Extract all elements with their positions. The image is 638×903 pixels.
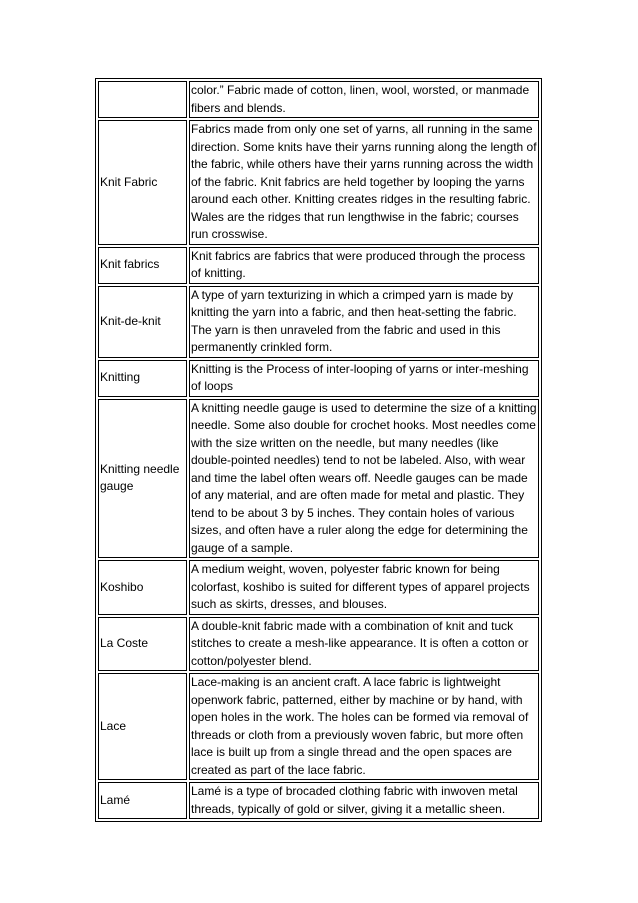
term-cell: La Coste xyxy=(98,617,187,672)
definition-cell: A medium weight, woven, polyester fabric known for being colorfast, koshibo is suited for different types of apparel projects such as skirts, dresses, and blouses. xyxy=(189,560,539,615)
definition-cell: Knit fabrics are fabrics that were produced through the process of knitting. xyxy=(189,247,539,284)
term-cell: Knit-de-knit xyxy=(98,286,187,358)
term-cell: Knit Fabric xyxy=(98,120,187,245)
term-cell xyxy=(98,81,187,118)
glossary-body xyxy=(98,81,539,819)
table-row xyxy=(98,81,539,118)
definition-cell: A double-knit fabric made with a combination of knit and tuck stitches to create a mesh-like appearance. It is often a cotton or cotton/polyester blend. xyxy=(189,617,539,672)
term-cell: Knit fabrics xyxy=(98,247,187,284)
definition-cell: Lace-making is an ancient craft. A lace fabric is lightweight openwork fabric, patterned, either by machine or by hand, with open holes in the work. The holes can be formed via removal of threads or cloth from a previously woven fabric, but more often lace is built up from a single thread and the open spaces are created as part of the lace fabric. xyxy=(189,673,539,780)
definition-cell: color.” Fabric made of cotton, linen, wool, worsted, or manmade fibers and blends. xyxy=(189,81,539,118)
definition-cell: Lamé is a type of brocaded clothing fabric with inwoven metal threads, typically of gold or silver, giving it a metallic sheen. xyxy=(189,782,539,819)
term-cell: Knitting needle gauge xyxy=(98,399,187,559)
glossary-table xyxy=(95,78,542,822)
table-row xyxy=(98,782,539,819)
table-row xyxy=(98,120,539,245)
definition-cell: A knitting needle gauge is used to determine the size of a knitting needle. Some also double for crochet hooks. Most needles come with the size written on the needle, but many needles (like double-pointed needles) tend to not be labeled. Also, with wear and time the label often wears off. Needle gauges can be made of any material, and are often made for metal and plastic. They tend to be about 3 by 5 inches. They contain holes of various sizes, and often have a ruler along the edge for determining the gauge of a sample. xyxy=(189,399,539,559)
definition-cell: Fabrics made from only one set of yarns, all running in the same direction. Some knits have their yarns running along the length of the fabric, while others have their yarns running across the width of the fabric. Knit fabrics are held together by looping the yarns around each other. Knitting creates ridges in the resulting fabric. Wales are the ridges that run lengthwise in the fabric; courses run crosswise. xyxy=(189,120,539,245)
term-cell: Knitting xyxy=(98,360,187,397)
table-row xyxy=(98,286,539,358)
term-cell: Lamé xyxy=(98,782,187,819)
table-row xyxy=(98,247,539,284)
table-row xyxy=(98,617,539,672)
term-cell: Lace xyxy=(98,673,187,780)
table-row xyxy=(98,673,539,780)
term-cell: Koshibo xyxy=(98,560,187,615)
definition-cell: A type of yarn texturizing in which a crimped yarn is made by knitting the yarn into a fabric, and then heat-setting the fabric. The yarn is then unraveled from the fabric and used in this permanently crinkled form. xyxy=(189,286,539,358)
table-row xyxy=(98,399,539,559)
definition-cell: Knitting is the Process of inter-looping of yarns or inter-meshing of loops xyxy=(189,360,539,397)
table-row xyxy=(98,560,539,615)
table-row xyxy=(98,360,539,397)
